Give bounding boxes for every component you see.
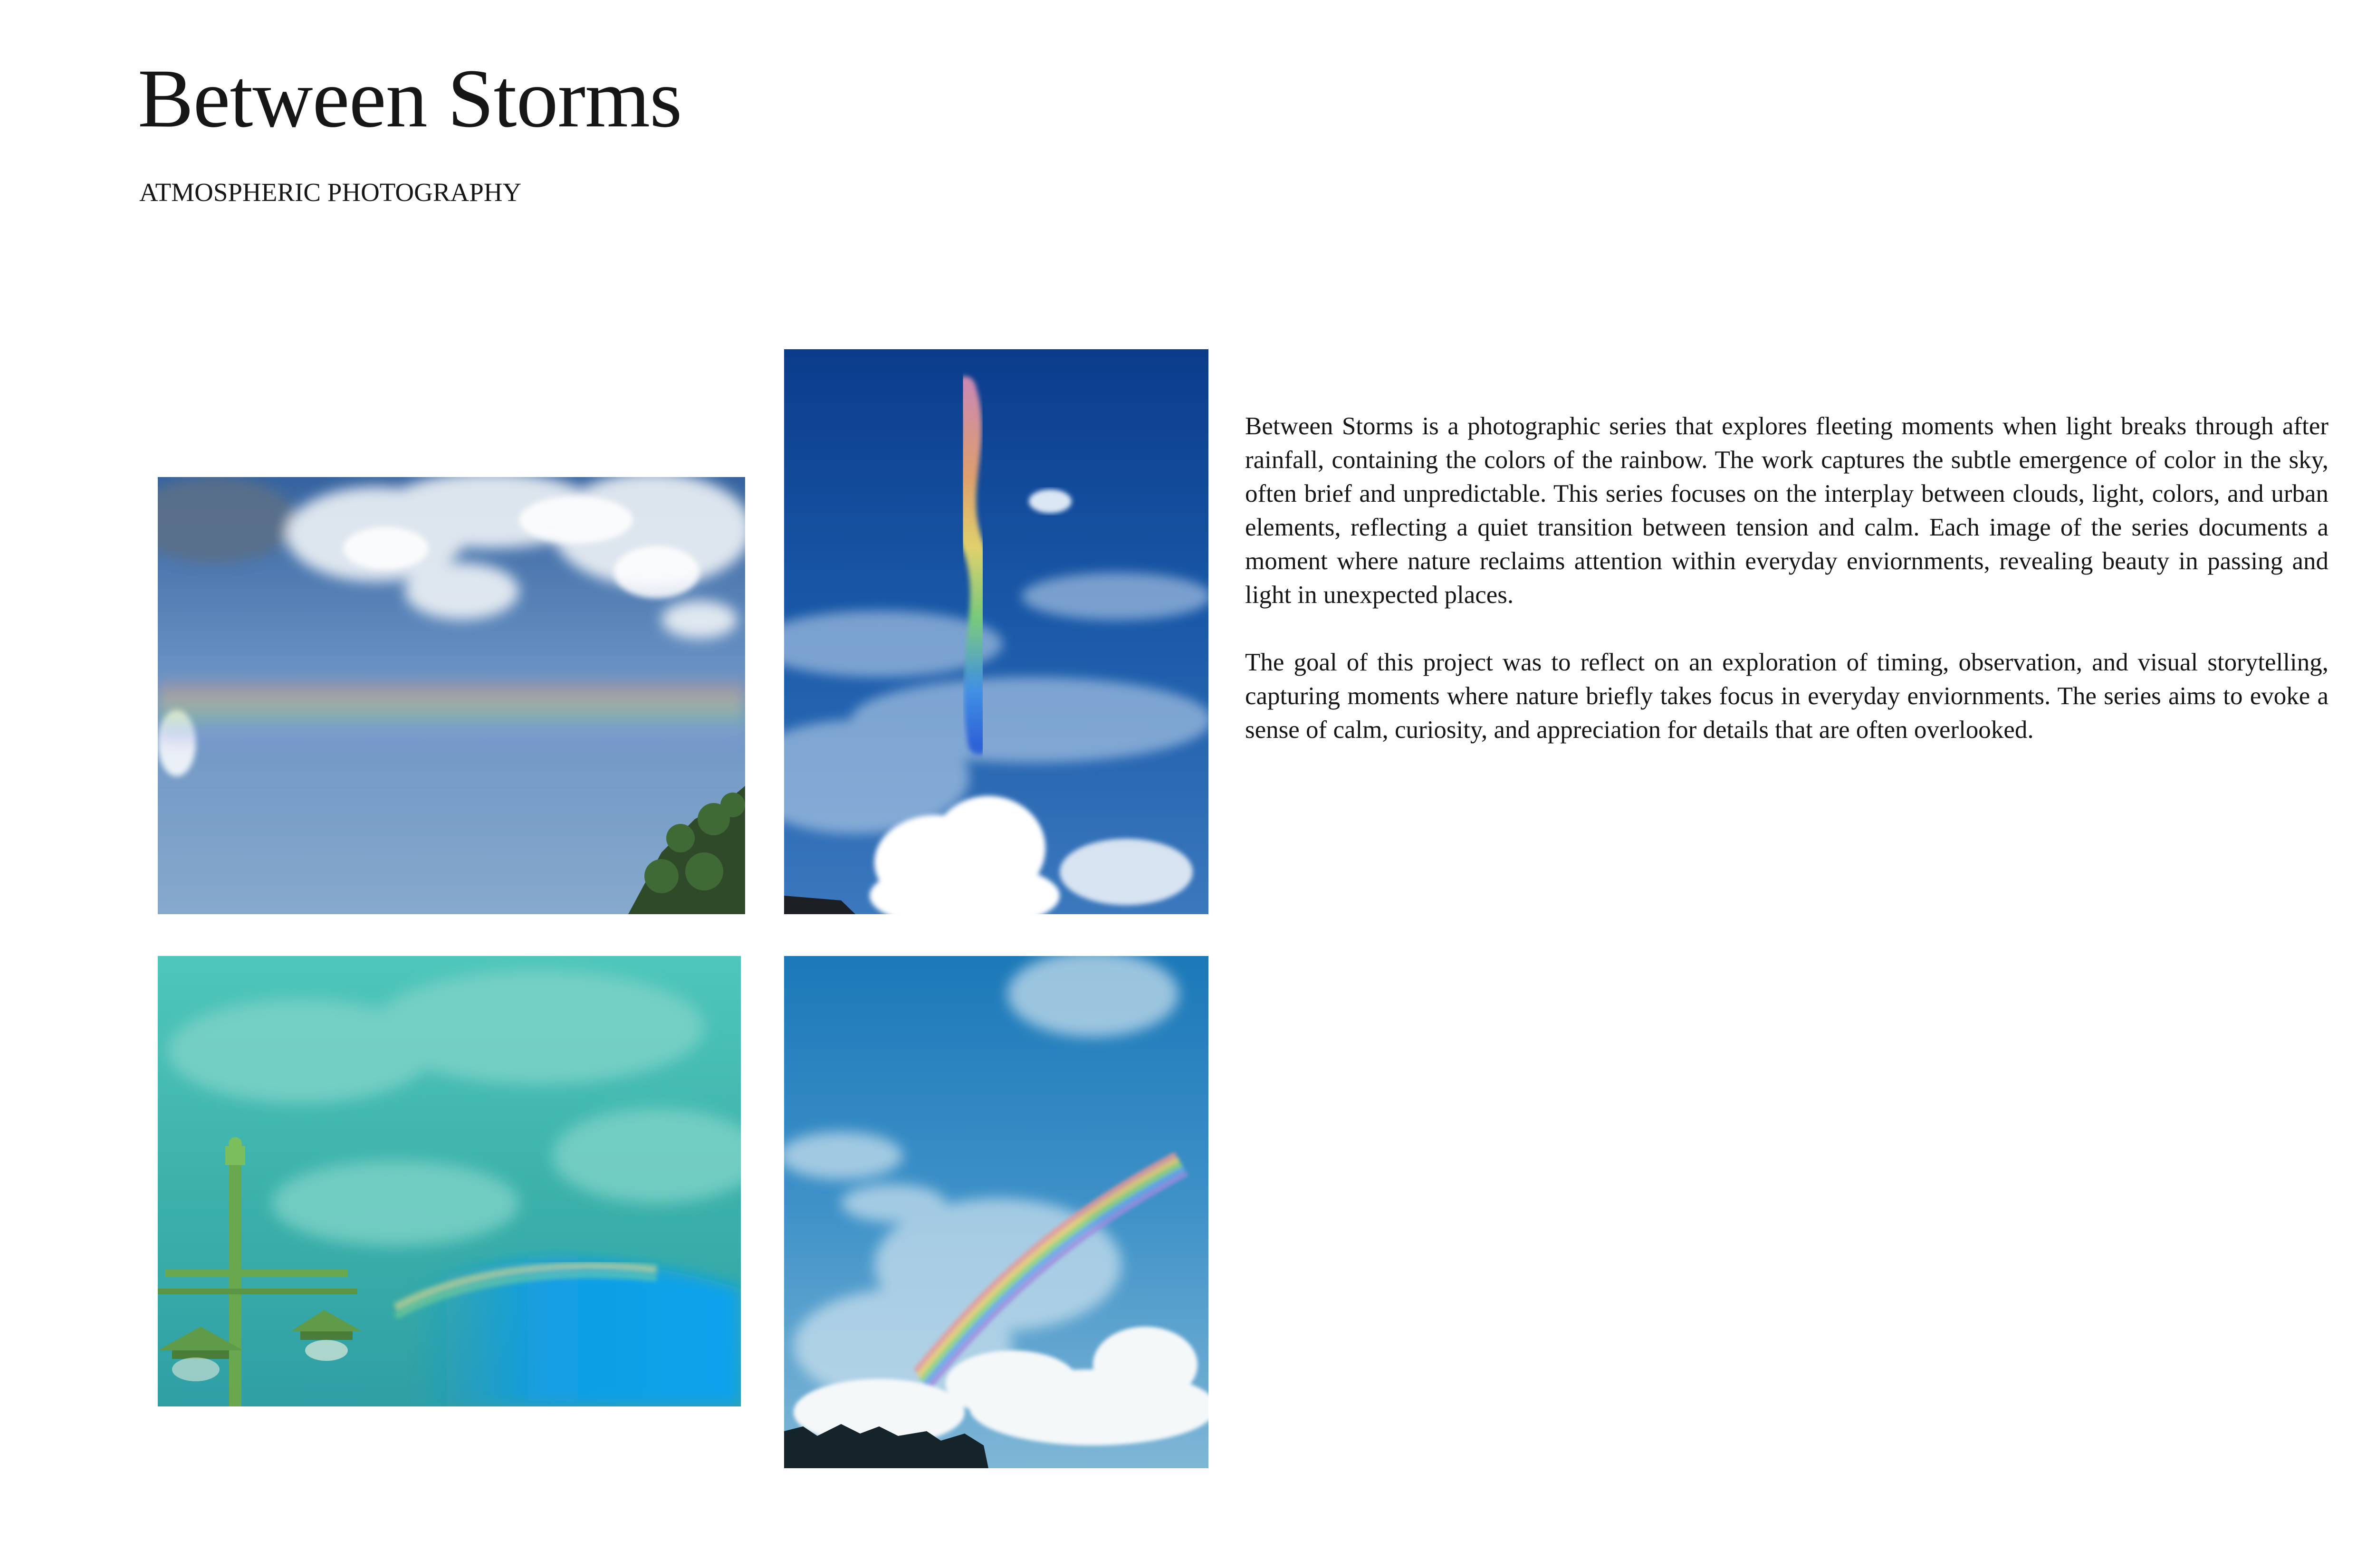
cloudy-sky-faint-rainbow-photo <box>158 477 745 914</box>
project-description <box>1245 410 2328 781</box>
description-paragraph: Between Storms is a photographic series that explores fleeting moments when light breaks through after rainfall, containing the colors of the rainbow. The work captures the subtle emergence of color in the sky, often brief and unpredictable. This series focuses on the interplay between clouds, light, colors, and urban elements, reflecting a quiet transition between tension and calm. Each image of the series documents a moment where nature reclaims attention within everyday enviornments, revealing beauty in passing and light in unexpected places. <box>1245 412 2328 609</box>
page-subtitle: ATMOSPHERIC PHOTOGRAPHY <box>139 178 522 207</box>
description-paragraph: The goal of this project was to reflect on an exploration of timing, observation, and visual storytelling, capturing moments where nature briefly takes focus in everyday enviornments. The series aims to evoke a sense of calm, curiosity, and appreciation for details that are often overlooked. <box>1245 649 2328 744</box>
vertical-rainbow-streak-photo <box>784 349 1208 914</box>
rainbow-over-cumulus-photo <box>784 956 1208 1468</box>
turquoise-sky-lamppost-rainbow-photo <box>158 956 741 1406</box>
page-title: Between Storms <box>138 52 682 145</box>
